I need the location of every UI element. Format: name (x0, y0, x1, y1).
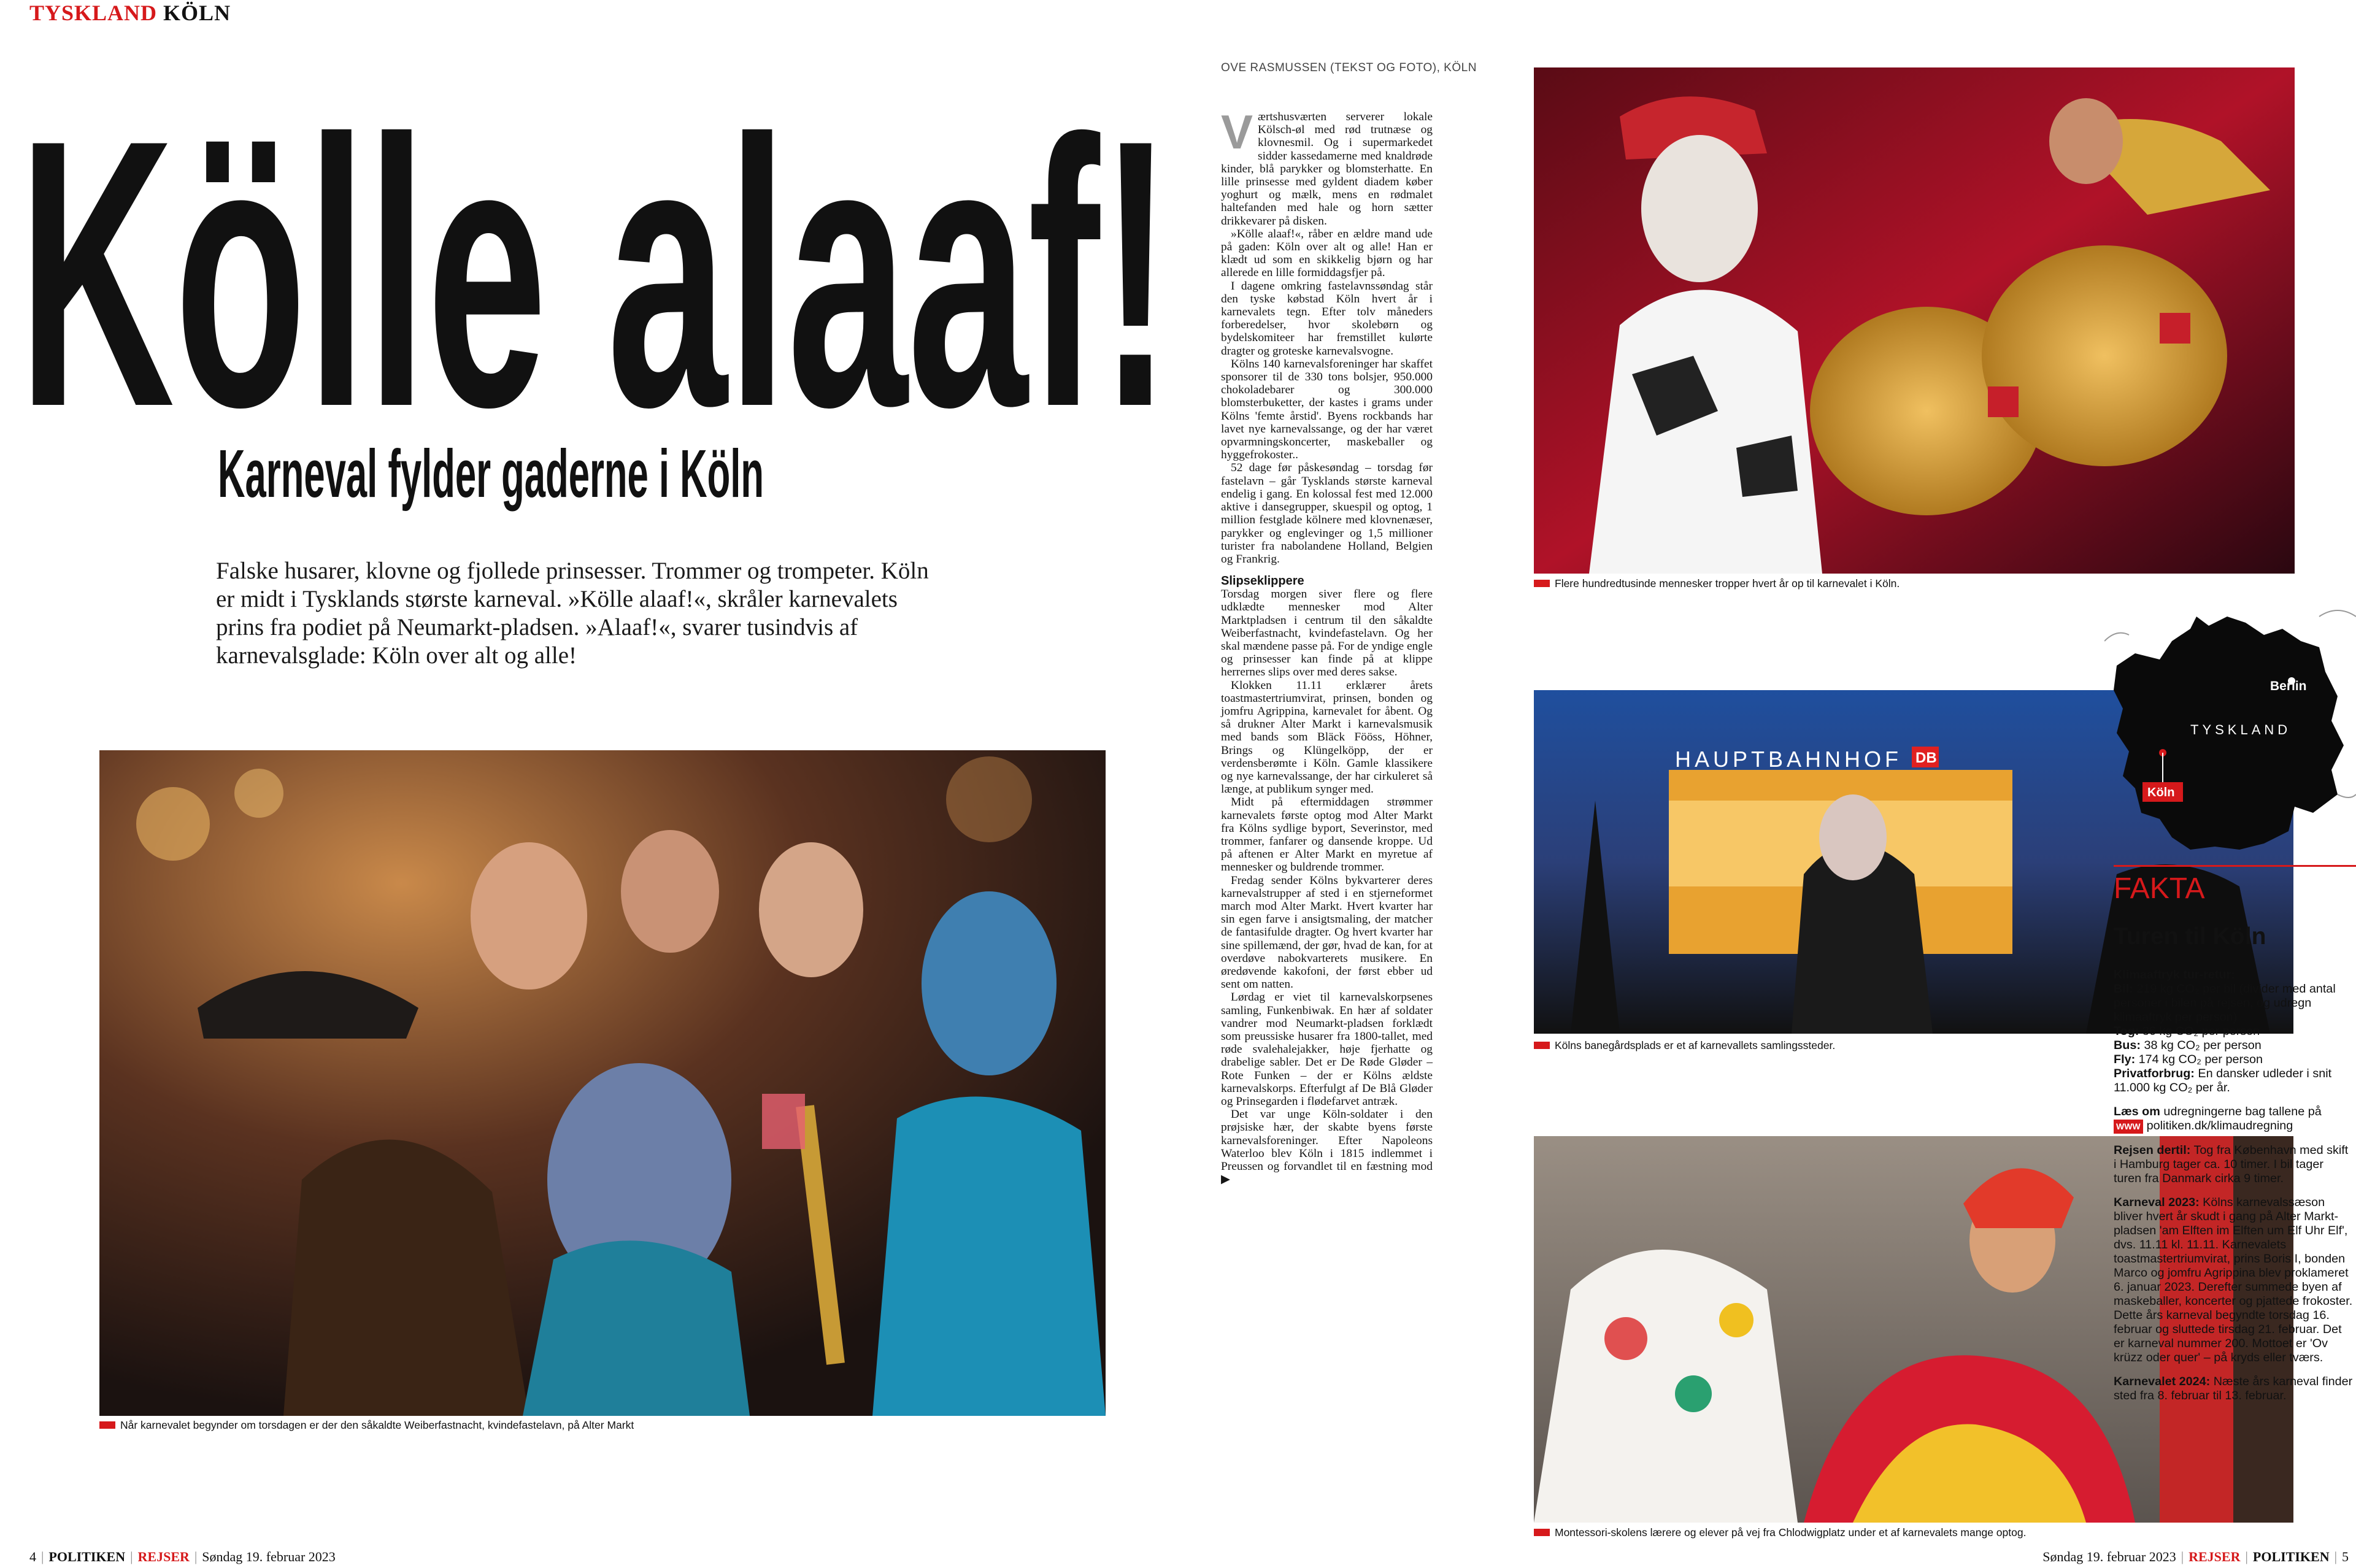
footer-section-right: REJSER (2189, 1549, 2241, 1564)
main-photo (99, 750, 1106, 1416)
fakta-link[interactable]: politiken.dk/klimaudregning (2146, 1119, 2293, 1132)
footer-paper-right: POLITIKEN (2252, 1549, 2330, 1564)
caption-text: Montessori-skolens lærere og elever på vej fra Chlodwigplatz under et af karnevalets mange optog. (1555, 1526, 2027, 1539)
map-country: TYSKLAND (2190, 722, 2292, 737)
bottom-photo-caption (1534, 1526, 2295, 1539)
fakta-title: Turen til Köln (2114, 923, 2266, 950)
article-p1: ærtshusværten serverer lokale Kölsch-øl med rød trutnæse og klovnesmil. Og i supermarkedet sidder kassedamerne med knaldrøde kinder, blå parykker og blomsterhatte. En lille prinsesse med gyldent diadem køber yoghurt og mælk, mens en rødmalet haltefanden med hale og horn sætter drikkevarer på disken. (1221, 110, 1433, 228)
fakta-2023-label: Karneval 2023: (2114, 1196, 2200, 1209)
headline-svg (18, 37, 1209, 454)
footer-left: 4 | POLITIKEN | REJSER | Søndag 19. februar 2023 (29, 1549, 336, 1564)
lead-paragraph: Falske husarer, klovne og fjollede prinsesser. Trommer og trompeter. Köln er midt i Tysklands største karneval. »Kölle alaaf!«, skråler karnevalets prins fra podiet på Neumarkt-pladsen. »Alaaf!«, svarer tusindvis af karnevalsglade: Köln over alt og alle! (216, 558, 929, 669)
footer-date-left: Søndag 19. februar 2023 (202, 1549, 336, 1564)
article-body (1221, 105, 1433, 1186)
article-p3: I dagene omkring fastelavnssøndag står den tyske købstad Köln hvert år i karnevalets tegn. Efter tolv måneders forberedelser, hvor skolebørn og bydelskomiteer har fremstillet kulørte dragter og groteske karnevalsvogne. (1221, 279, 1433, 358)
fakta-fly-label: Fly: (2114, 1053, 2136, 1066)
fakta-privat-label: Privatforbrug: (2114, 1067, 2195, 1080)
map-koln: Köln (2147, 786, 2175, 799)
article-subheading: Slipseklippere (1221, 574, 1304, 588)
main-photo-caption (99, 1418, 1142, 1432)
subhead: Karneval fylder gaderne i Köln (218, 436, 764, 512)
article-p4: Kölns 140 karnevalsforeninger har skaffet sponsorer til de 330 tons bolsjer, 950.000 chokoladebarer og 300.000 blomsterbuketter, der kastes i grams under Kölns 'femte årstid'. Byens rockbands har lavet nye karnevalssange, og der har været opvarmningskoncerter, maskeballer og hyggefrokoster.. (1221, 357, 1433, 462)
fakta-bus-label: Bus: (2114, 1039, 2141, 1052)
fakta-climate-head: Klimaaftryk tur-retur: (2114, 968, 2235, 982)
section-city: KÖLN (163, 1, 231, 25)
article-p6: Torsdag morgen siver flere og flere udklædte mennesker mod Alter Marktpladsen i centrum til den såkaldte Weiberfastnacht, kvindefastelavn. Og her skal mændene passe på. For de yndige engle og prinsesser kan finde på at klippe herrernes slips over med deres sakse. (1221, 588, 1433, 679)
db-logo: DB (1915, 750, 1937, 766)
fakta-bil: 219 kg CO₂ per bil (divider med antal personer i bilen på rejsen, og udregn klimaaftryk per person) (2114, 982, 2336, 1024)
headline-block (18, 37, 1209, 454)
www-icon: WWW (2114, 1120, 2143, 1134)
caption-marker (1534, 580, 1550, 587)
fakta-bil-label: Bil: (2114, 982, 2133, 996)
section-country: TYSKLAND (29, 1, 158, 25)
article-p5: 52 dage før påskesøndag – torsdag før fastelavn – går Tysklands største karneval endelig i gang. En kolossal fest med 12.000 aktive i dansegrupper, skuespil og optog, 1 million festglade kölnere med klovnenæser, parykker og englevinger og 1,5 millioner turister fra nabolandene Holland, Belgien og Frankrig. (1221, 461, 1433, 566)
article-p7: Klokken 11.11 erklærer årets toastmastertriumvirat, prinsen, bonden og jomfru Agrippina, karnevalet for åbent. Og så drukner Alter Markt i karnevalsmusik med bands som Bläck Fööss, Höhner, Brings og Klüngelköpp, der er verdensberømte i Köln. Gamle klassikere og nye karnevalssange, der har cirkuleret så længe, at publikum synger med. (1221, 678, 1433, 796)
article-p11: Det var unge Köln-soldater i den prøjsiske hær, der skabte byens første karnevalsforeninger. Efter Napoleons Waterloo blev Köln i 1815 indlemmet i Preussen og forvandlet til en fæstning mod (1221, 1108, 1433, 1174)
subhead-block (218, 423, 1138, 521)
fakta-laes-label: Læs om (2114, 1105, 2160, 1118)
article-p8: Midt på eftermiddagen strømmer karnevalets første optog mod Alter Markt fra Kölns sydlige byport, Severinstor, med trommer, fanfarer og dansende kroppe. Ud på aftenen er Alter Markt en myretue af mennesker og buldrende trommer. (1221, 796, 1433, 874)
drop-cap: V (1221, 105, 1253, 159)
section-header (29, 0, 231, 26)
caption-marker (1534, 1042, 1550, 1049)
fakta-rejsen-label: Rejsen dertil: (2114, 1143, 2191, 1157)
fakta-bus: 38 kg CO₂ per person (2144, 1039, 2262, 1052)
caption-text: Når karnevalet begynder om torsdagen er der den såkaldte Weiberfastnacht, kvindefastelavn, på Alter Markt (120, 1419, 634, 1431)
continue-arrow-icon: ▶ (1221, 1172, 1230, 1186)
fakta-tog: 36 kg CO₂ per person (2142, 1024, 2260, 1038)
footer-section-left: REJSER (137, 1549, 190, 1564)
top-photo-caption (1534, 577, 2295, 590)
caption-marker (1534, 1529, 1550, 1536)
fakta-2024: Næste års karneval finder sted fra 8. februar til 13. februar. (2114, 1375, 2353, 1402)
caption-text: Kölns banegårdsplads er et af karnevallets samlingssteder. (1555, 1039, 1836, 1051)
article-p2: »Kölle alaaf!«, råber en ældre mand ude på gaden: Köln over alt og alle! Han er klædt ud som en skikkelig bjørn og har allerede en lille formiddagsfjer på. (1221, 227, 1433, 280)
footer-paper-left: POLITIKEN (48, 1549, 126, 1564)
fakta-fly: 174 kg CO₂ per person (2138, 1053, 2263, 1066)
germany-map (2104, 592, 2356, 856)
footer-date-right: Søndag 19. februar 2023 (2042, 1549, 2176, 1564)
article-p10: Lørdag er viet til karnevalskorpsenes samling, Funkenbiwak. En hær af soldater vandrer mod Neumarkt-pladsen forklædt som preussiske husarer fra 1800-tallet, med røde svalehalejakker, høje fjerhatte og drabelige sabler. Det er De Røde Gløder – Rote Funken – der er Kölns ældste karnevalskorps. Efterfulgt af De Blå Gløder og Prinsegarden i flødefarvet antræk. (1221, 991, 1433, 1109)
subhead-svg (218, 423, 1138, 521)
fakta-2023: Kölns karnevalssæson bliver hvert år skudt i gang på Alter Markt-pladsen 'am Elften im Elften um Elf Uhr Elf', dvs. 11.11 kl. 11.11. Karnevalets toastmastertriumvirat, prins Boris I, bonden Marco og jomfru Agrippina blev proklameret 6. januar 2023. Derefter summede byen af maskeballer, koncerter og pjattede frokoster. Dette års karneval begyndte torsdag 16. februar og sluttede tirsdag 21. februar. Det er karneval nummer 200. Mottoet er 'Ov krüzz oder quer' – på kryds eller tværs. (2114, 1196, 2353, 1364)
caption-marker (99, 1421, 115, 1429)
fakta-rejsen: Tog fra København med skift i Hamburg tager ca. 10 timer. I bil tager turen fra Danmark cirka 9 timer. (2114, 1143, 2349, 1185)
article-p9: Fredag sender Kölns bykvarterer deres karnevalstrupper af sted i en stjerneformet march mod Alter Markt. Hvert kvarter har sin egen farve i ansigtsmaling, der matcher de fantasifulde dragter. Og hvert kvarter har sine spillemænd, der gør, hvad de kan, for at overdøve nabokvarterets musikere. En øredøvende kakofoni, der først ebber ud sent om natten. (1221, 874, 1433, 991)
headline: Kölle alaaf! (18, 61, 1172, 454)
fakta-laes: udregningerne bag tallene på (2163, 1105, 2322, 1118)
footer-page-right: 5 (2342, 1549, 2349, 1564)
fakta-label: FAKTA (2114, 865, 2356, 905)
fakta-privat: En dansker udleder i snit 11.000 kg CO₂ per år. (2114, 1067, 2332, 1094)
map-berlin: Berlin (2270, 679, 2307, 693)
footer-right: Søndag 19. februar 2023 | REJSER | POLITIKEN | 5 (2042, 1549, 2349, 1564)
caption-text: Flere hundredtusinde mennesker tropper hvert år op til karnevalet i Köln. (1555, 577, 1900, 590)
fakta-box (2114, 968, 2353, 1413)
top-photo (1534, 67, 2295, 574)
station-sign: HAUPTBAHNHOF (1675, 747, 1903, 772)
fakta-2024-label: Karnevalet 2024: (2114, 1375, 2211, 1388)
footer-page-left: 4 (29, 1549, 36, 1564)
fakta-tog-label: Tog: (2114, 1024, 2139, 1038)
byline: OVE RASMUSSEN (TEKST OG FOTO), KÖLN (1221, 61, 1477, 74)
